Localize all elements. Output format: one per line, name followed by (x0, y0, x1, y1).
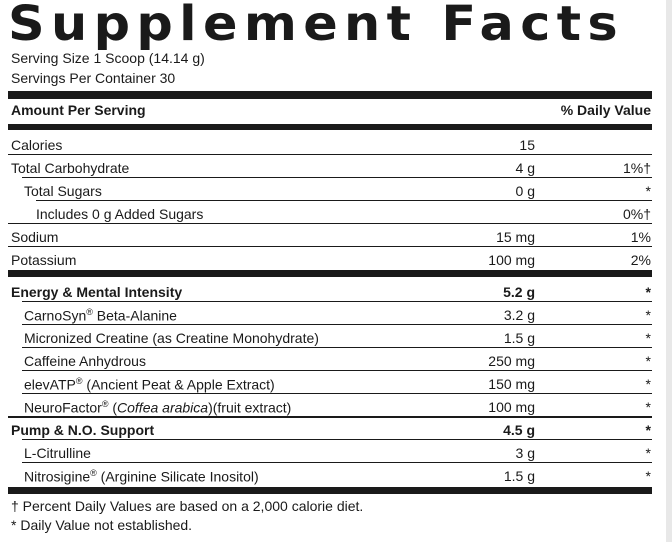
row-divider (8, 223, 652, 224)
ingredient-row (0, 303, 672, 326)
ingredient-dv: * (645, 307, 651, 323)
ingredient-row (0, 372, 672, 395)
ingredient-name: Nitrosigine (24, 468, 91, 485)
row-dv: 0%† (622, 206, 651, 222)
row-label: Includes 0 g Added Sugars (36, 206, 204, 222)
panel-title: Supplement Facts (8, 0, 625, 52)
row-amount: 15 mg (496, 229, 535, 245)
ingredient-row (0, 349, 672, 372)
table-row (0, 156, 672, 179)
section-divider (8, 270, 652, 277)
section-amount: 4.5 g (503, 422, 535, 438)
row-divider (22, 347, 652, 348)
footnote-not-established: * Daily Value not established. (11, 517, 193, 533)
row-divider (22, 324, 652, 325)
row-dv: 2% (630, 252, 651, 268)
page-edge (666, 0, 672, 542)
row-amount: 15 (519, 137, 535, 153)
daily-value-header: % Daily Value (560, 102, 651, 118)
servings-per-container: Servings Per Container 30 (11, 70, 176, 86)
row-divider (22, 301, 652, 302)
table-row (0, 202, 672, 225)
ingredient-dv: * (645, 330, 651, 346)
row-amount: 4 g (515, 160, 535, 176)
section-label: Energy & Mental Intensity (11, 284, 183, 300)
ingredient-italic-name: Coffea arabica (117, 399, 209, 416)
table-row (0, 225, 672, 248)
ingredient-row (0, 395, 672, 418)
ingredient-row (0, 464, 672, 487)
section-amount: 5.2 g (503, 284, 535, 300)
ingredient-dv: * (645, 399, 651, 415)
registered-mark: ® (101, 399, 109, 409)
ingredient-amount: 3 g (515, 445, 535, 461)
row-divider (22, 462, 652, 463)
table-row (0, 133, 672, 156)
thick-divider (8, 91, 652, 99)
ingredient-row (0, 441, 672, 464)
row-label: Calories (11, 137, 63, 153)
energy-section-row (0, 280, 672, 303)
row-dv: 1%† (622, 160, 651, 176)
row-divider (22, 177, 652, 178)
ingredient-label: Caffeine Anhydrous (24, 353, 146, 369)
ingredient-dv: * (645, 445, 651, 461)
pump-section-row (0, 418, 672, 441)
registered-mark: ® (86, 307, 93, 317)
row-dv: * (645, 183, 651, 199)
ingredient-label: Micronized Creatine (as Creatine Monohydrate) (24, 330, 319, 346)
row-dv: 1% (630, 229, 651, 245)
row-label: Potassium (11, 252, 77, 268)
footnote-daily-values: † Percent Daily Values are based on a 2,000 calorie diet. (11, 498, 364, 514)
bottom-divider (8, 487, 652, 494)
row-divider (22, 370, 652, 371)
ingredient-row (0, 326, 672, 349)
ingredient-amount: 250 mg (488, 353, 535, 369)
ingredient-name-rest: (fruit extract) (212, 399, 292, 416)
row-label: Total Carbohydrate (11, 160, 130, 176)
section-dv: * (645, 284, 651, 300)
ingredient-name-rest: (Ancient Peat & Apple Extract) (82, 376, 275, 393)
ingredient-label: L-Citrulline (24, 445, 91, 461)
row-label: Total Sugars (24, 183, 102, 199)
ingredient-name: NeuroFactor (24, 399, 102, 416)
row-divider (8, 154, 652, 155)
ingredient-dv: * (645, 468, 651, 484)
ingredient-name: CarnoSyn (24, 307, 87, 324)
ingredient-label (24, 468, 259, 485)
row-divider (22, 393, 652, 394)
row-amount: 0 g (515, 183, 535, 199)
ingredient-amount: 1.5 g (503, 468, 535, 484)
row-divider (8, 246, 652, 247)
ingredient-dv: * (645, 376, 651, 392)
registered-mark: ® (90, 468, 97, 478)
serving-size: Serving Size 1 Scoop (14.14 g) (11, 50, 205, 66)
ingredient-amount: 150 mg (488, 376, 535, 392)
row-divider (22, 439, 652, 440)
ingredient-name-rest: Beta-Alanine (92, 307, 177, 324)
ingredient-label (24, 307, 177, 324)
ingredient-label: NeuroFactor® (Coffea arabica)(fruit extract) (24, 399, 292, 416)
ingredient-amount: 3.2 g (503, 307, 535, 323)
row-divider (36, 200, 652, 201)
table-row (0, 179, 672, 202)
ingredient-name-rest: (Arginine Silicate Inositol) (96, 468, 259, 485)
header-divider (8, 124, 652, 130)
ingredient-amount: 100 mg (488, 399, 535, 415)
section-label: Pump & N.O. Support (11, 422, 155, 438)
section-dv: * (645, 422, 651, 438)
table-row (0, 248, 672, 271)
ingredient-label (24, 376, 275, 393)
row-label: Sodium (11, 229, 59, 245)
registered-mark: ® (75, 376, 83, 386)
ingredient-amount: 1.5 g (503, 330, 535, 346)
row-amount: 100 mg (488, 252, 535, 268)
amount-per-serving-header: Amount Per Serving (11, 102, 146, 118)
ingredient-name: elevATP (24, 376, 76, 393)
ingredient-dv: * (645, 353, 651, 369)
